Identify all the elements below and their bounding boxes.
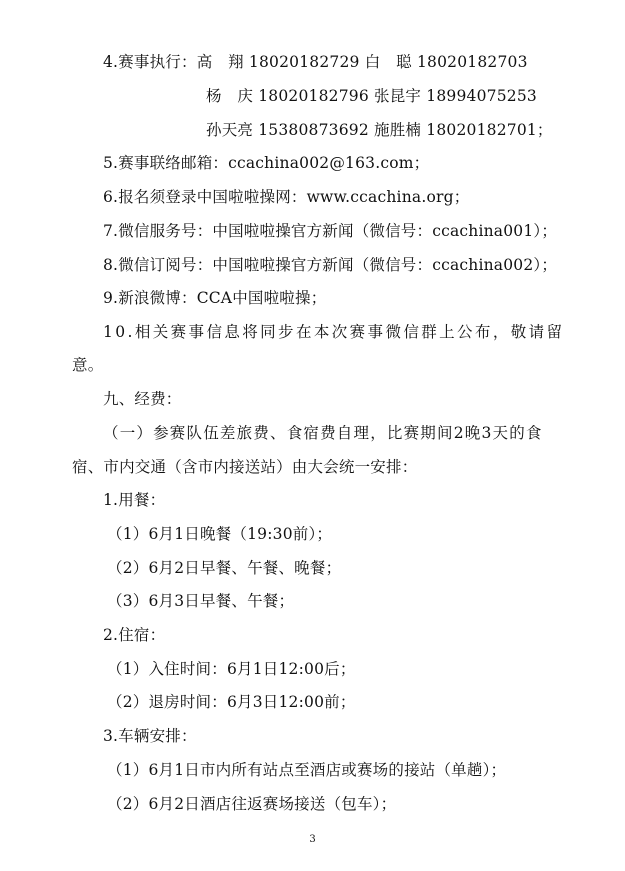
- page-number: 3: [309, 834, 316, 845]
- notice-line-continued: 意。: [72, 356, 104, 374]
- funding-paragraph-continued: 宿、市内交通（含市内接送站）由大会统一安排：: [72, 458, 418, 476]
- email-line: 5.赛事联络邮箱：ccachina002@163.com；: [103, 154, 430, 172]
- wechat-subscription-line: 8.微信订阅号：中国啦啦操官方新闻（微信号：ccachina002）；: [103, 256, 558, 274]
- meal-item-2: （2）6月2日早餐、午餐、晚餐；: [107, 559, 342, 577]
- notice-line: 10.相关赛事信息将同步在本次赛事微信群上公布，敬请留: [103, 323, 565, 341]
- check-out-line: （2）退房时间：6月3日12:00前；: [107, 693, 356, 711]
- contact-line-1: 4.赛事执行：高 翔 18020182729 白 聪 18020182703: [103, 53, 528, 71]
- wechat-service-line: 7.微信服务号：中国啦啦操官方新闻（微信号：ccachina001）；: [103, 222, 558, 240]
- section-heading-funding: 九、经费：: [103, 390, 182, 408]
- funding-paragraph: （一）参赛队伍差旅费、食宿费自理，比赛期间2晚3天的食: [103, 424, 543, 442]
- lodging-heading: 2.住宿：: [103, 626, 166, 644]
- meal-item-1: （1）6月1日晚餐（19:30前）；: [107, 525, 333, 543]
- meals-heading: 1.用餐：: [103, 491, 166, 509]
- contact-line-2: 杨 庆 18020182796 张昆宇 18994075253: [206, 87, 537, 105]
- transport-heading: 3.车辆安排：: [103, 727, 197, 745]
- transport-item-1: （1）6月1日市内所有站点至酒店或赛场的接站（单趟）；: [107, 761, 507, 779]
- meal-item-3: （3）6月3日早餐、午餐；: [107, 592, 295, 610]
- check-in-line: （1）入住时间：6月1日12:00后；: [107, 660, 356, 678]
- registration-website-line: 6.报名须登录中国啦啦操网：www.ccachina.org；: [103, 188, 470, 206]
- transport-item-2: （2）6月2日酒店往返赛场接送（包车）；: [107, 795, 397, 813]
- weibo-line: 9.新浪微博：CCA中国啦啦操；: [103, 289, 327, 307]
- contact-line-3: 孙天亮 15380873692 施胜楠 18020182701；: [206, 121, 553, 139]
